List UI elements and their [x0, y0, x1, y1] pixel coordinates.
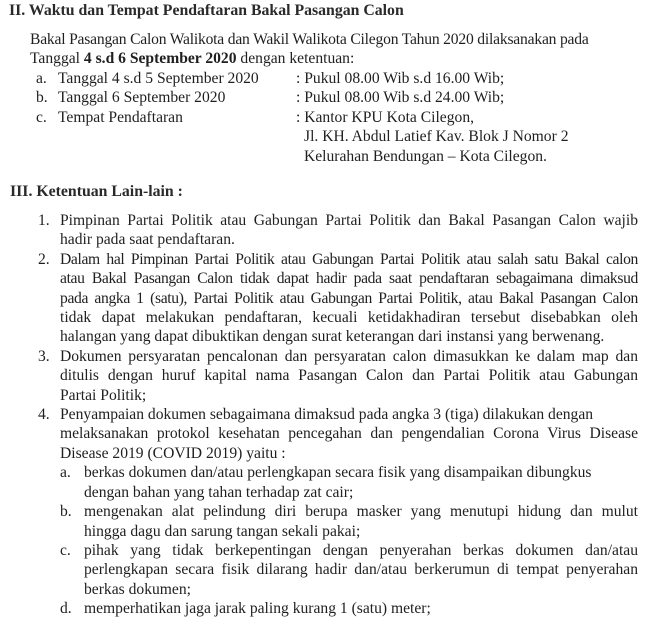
intro-line-2: [30, 49, 630, 68]
item-line: Pimpinan Partai Politik atau Gabungan Partai Politik dan Bakal Pasangan Calon wajib: [60, 212, 638, 229]
protocol-item-a: [60, 463, 638, 502]
protocol-item-c: [60, 541, 638, 599]
schedule-letter: b.: [36, 89, 48, 107]
item-number: 3.: [38, 347, 50, 365]
item-line: tidak dapat melakukan pendaftaran, kecuali ketidakhadiran tersebut disebabkan oleh: [60, 309, 638, 327]
provisions-list: [38, 211, 638, 619]
item-line: Disease 2019 (COVID 2019) yaitu :: [60, 444, 286, 462]
item-line: halangan yang dapat dibuktikan dengan surat keterangan dari instansi yang berwenang.: [60, 328, 605, 346]
intro-date-range: 4 s.d 6 September 2020: [83, 50, 237, 68]
sub-item-letter: a.: [60, 464, 71, 482]
address-line-2: Jl. KH. Abdul Latief Kav. Blok J Nomor 2: [304, 128, 569, 146]
protocol-item-d: [60, 599, 638, 618]
schedule-letter: a.: [36, 70, 47, 87]
sub-item-line: mengenakan alat pelindung diri berupa masker yang menutupi hidung dan mulut: [84, 503, 638, 521]
item-line: Penyampaian dokumen sebagaimana dimaksud pada angka 3 (tiga) dilakukan dengan: [60, 406, 594, 424]
schedule-value: : Pukul 08.00 Wib s.d 24.00 Wib;: [296, 89, 505, 107]
schedule-label: Tempat Pendaftaran: [58, 108, 183, 126]
item-line: hadir pada saat pendaftaran.: [60, 231, 235, 249]
provision-item-3: [38, 347, 638, 405]
intro-line-1: Bakal Pasangan Calon Walikota dan Wakil Walikota Cilegon Tahun 2020 dilaksanakan pada: [30, 31, 589, 48]
schedule-label: Tanggal 4 s.d 5 September 2020: [58, 70, 259, 87]
item-line: ditulis dengan huruf kapital nama Pasangan Calon dan Partai Politik atau Gabungan: [60, 367, 638, 385]
sub-item-line: pihak yang tidak berkepentingan dengan penyerahan berkas dokumen dan/atau: [84, 541, 638, 559]
sub-item-line: berkas dokumen;: [84, 580, 191, 598]
item-number: 1.: [38, 212, 50, 229]
section-iii-heading: III. Ketentuan Lain-lain :: [10, 183, 183, 200]
section-ii-intro: [30, 30, 630, 69]
item-line: pada angka 1 (satu), Partai Politik atau Gabungan Partai Politik, atau Bakal Pasangan Calon: [60, 289, 638, 307]
sub-item-line: perlengkapan secara fisik dilarang hadir dan/atau berkerumun di tempat penyerahan: [84, 561, 638, 579]
intro-prefix: Tanggal: [30, 50, 84, 68]
item-line: atau Bakal Pasangan Calon tidak dapat hadir pada saat pendaftaran sebagaimana dimaksud: [60, 270, 638, 288]
sub-item-line: memperhatikan jaga jarak paling kurang 1 (satu) meter;: [84, 600, 431, 618]
provision-item-1: [38, 211, 638, 250]
sub-item-line: dengan bahan yang tahan terhadap zat cair;: [84, 483, 354, 501]
section-ii-heading: II. Waktu dan Tempat Pendaftaran Bakal Pasangan Calon: [9, 2, 404, 19]
item-line: Partai Politik;: [60, 386, 147, 404]
provision-item-2: [38, 250, 638, 347]
intro-suffix: dengan ketentuan:: [236, 50, 355, 68]
item-number: 4.: [38, 406, 50, 424]
item-line: melaksanakan protokol kesehatan pencegahan dan pengendalian Corona Virus Disease: [60, 425, 638, 443]
sub-item-letter: d.: [60, 600, 72, 618]
item-line: Dalam hal Pimpinan Partai Politik atau Gabungan Partai Politik atau salah satu Bakal calon: [60, 250, 638, 268]
schedule-value: : Pukul 08.00 Wib s.d 16.00 Wib;: [296, 70, 505, 87]
item-number: 2.: [38, 250, 50, 268]
sub-item-line: berkas dokumen dan/atau perlengkapan secara fisik yang disampaikan dibungkus: [84, 464, 592, 482]
provision-item-4: [38, 405, 638, 618]
sub-item-letter: b.: [60, 503, 72, 521]
sub-item-letter: c.: [60, 541, 71, 559]
item-line: Dokumen persyaratan pencalonan dan persyaratan calon dimasukkan ke dalam map dan: [60, 347, 638, 365]
schedule-label: Tanggal 6 September 2020: [58, 89, 226, 107]
protocol-item-b: [60, 502, 638, 541]
address-line-3: Kelurahan Bendungan – Kota Cilegon.: [304, 147, 547, 165]
sub-item-line: hingga dagu dan sarung tangan sekali pakai;: [84, 522, 361, 540]
schedule-letter: c.: [36, 108, 47, 126]
covid-protocol-list: [60, 463, 638, 618]
schedule-value: : Kantor KPU Kota Cilegon,: [296, 108, 475, 126]
